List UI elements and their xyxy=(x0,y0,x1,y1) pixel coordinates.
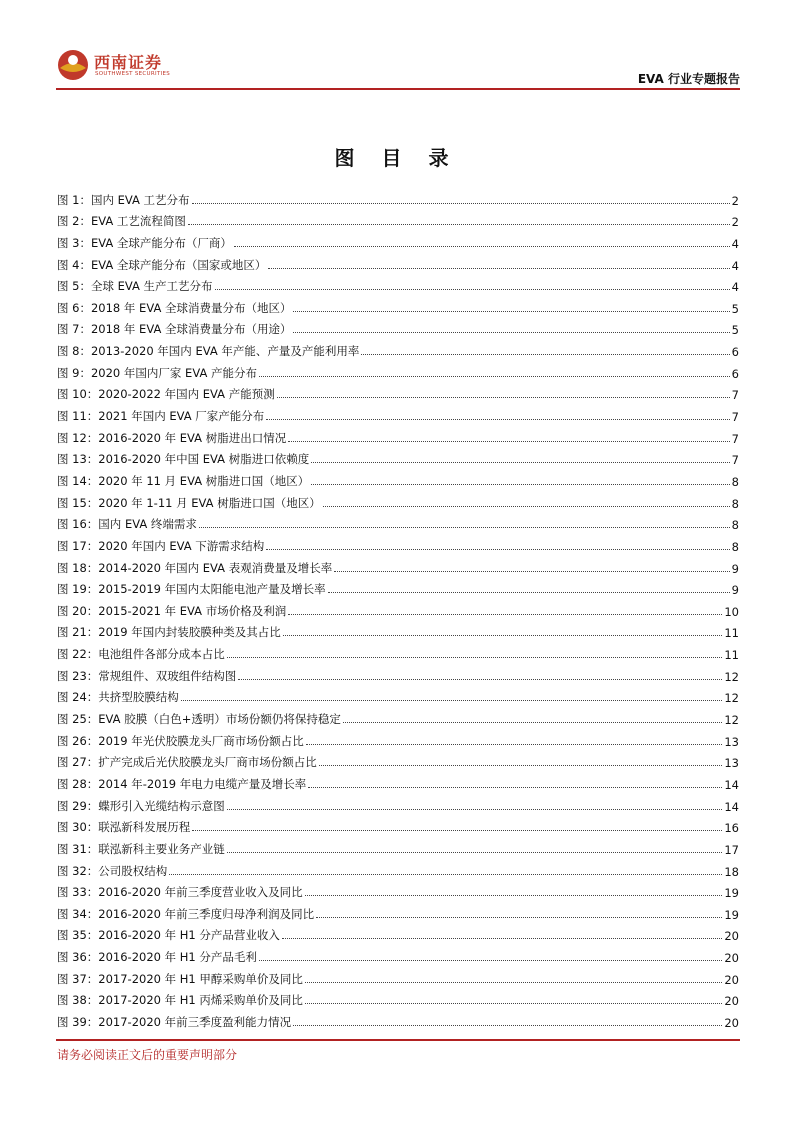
toc-entry-page: 7 xyxy=(731,453,739,468)
toc-entry[interactable] xyxy=(57,337,739,359)
toc-entry-page: 11 xyxy=(724,648,739,663)
toc-entry[interactable] xyxy=(57,814,739,836)
header-divider xyxy=(56,88,740,90)
toc-entry-page: 20 xyxy=(724,929,739,944)
toc-entry-label: 图 12：2016-2020 年 EVA 树脂进出口情况 xyxy=(57,430,287,445)
toc-entry-label: 图 21：2019 年国内封装胶膜种类及其占比 xyxy=(57,625,281,640)
toc-entry-label: 图 36：2016-2020 年 H1 分产品毛利 xyxy=(57,950,257,965)
toc-entry-page: 17 xyxy=(724,842,739,857)
toc-entry-page: 7 xyxy=(731,410,739,425)
toc-dot-leader xyxy=(188,224,730,225)
toc-entry[interactable] xyxy=(57,208,739,230)
toc-dot-leader xyxy=(192,830,722,831)
toc-entry-label: 图 3：EVA 全球产能分布（厂商） xyxy=(57,235,232,250)
toc-dot-leader xyxy=(311,484,729,485)
figure-toc-list xyxy=(57,186,739,1030)
toc-entry[interactable] xyxy=(57,554,739,576)
toc-entry[interactable] xyxy=(57,446,739,468)
toc-entry-page: 5 xyxy=(731,323,739,338)
toc-entry-label: 图 20：2015-2021 年 EVA 市场价格及利润 xyxy=(57,603,287,618)
toc-dot-leader xyxy=(288,441,729,442)
toc-entry-page: 20 xyxy=(724,972,739,987)
toc-entry-label: 图 38：2017-2020 年 H1 丙烯采购单价及同比 xyxy=(57,993,303,1008)
toc-entry[interactable] xyxy=(57,749,739,771)
toc-entry-page: 11 xyxy=(724,626,739,641)
toc-entry-label: 图 19：2015-2019 年国内太阳能电池产量及增长率 xyxy=(57,582,326,597)
toc-dot-leader xyxy=(181,700,723,701)
toc-entry-page: 2 xyxy=(731,193,739,208)
toc-entry-label: 图 6：2018 年 EVA 全球消费量分布（地区） xyxy=(57,300,292,315)
toc-entry-label: 图 29：蝶形引入光缆结构示意图 xyxy=(57,798,225,813)
toc-entry[interactable] xyxy=(57,792,739,814)
toc-entry-label: 图 39：2017-2020 年前三季度盈利能力情况 xyxy=(57,1014,292,1029)
toc-entry-page: 6 xyxy=(731,366,739,381)
toc-entry-label: 图 13：2016-2020 年中国 EVA 树脂进口依赖度 xyxy=(57,452,310,467)
toc-entry-label: 图 1：国内 EVA 工艺分布 xyxy=(57,192,190,207)
toc-dot-leader xyxy=(305,1003,722,1004)
toc-dot-leader xyxy=(311,462,729,463)
toc-entry-page: 13 xyxy=(724,734,739,749)
toc-dot-leader xyxy=(266,419,729,420)
toc-entry[interactable] xyxy=(57,402,739,424)
toc-entry[interactable] xyxy=(57,705,739,727)
toc-entry-label: 图 9：2020 年国内厂家 EVA 产能分布 xyxy=(57,365,257,380)
toc-dot-leader xyxy=(343,722,723,723)
toc-entry[interactable] xyxy=(57,424,739,446)
toc-dot-leader xyxy=(293,1025,722,1026)
toc-dot-leader xyxy=(266,549,729,550)
toc-entry-page: 16 xyxy=(724,821,739,836)
toc-entry-page: 13 xyxy=(724,756,739,771)
toc-dot-leader xyxy=(316,917,722,918)
toc-dot-leader xyxy=(283,635,723,636)
toc-entry[interactable] xyxy=(57,662,739,684)
toc-dot-leader xyxy=(227,657,723,658)
toc-entry-label: 图 8：2013-2020 年国内 EVA 年产能、产量及产能利用率 xyxy=(57,344,360,359)
toc-entry-page: 8 xyxy=(731,496,739,511)
toc-entry-label: 图 37：2017-2020 年 H1 甲醇采购单价及同比 xyxy=(57,971,303,986)
toc-entry-page: 19 xyxy=(724,907,739,922)
toc-entry-page: 12 xyxy=(724,669,739,684)
toc-entry-page: 19 xyxy=(724,886,739,901)
toc-entry-page: 7 xyxy=(731,388,739,403)
toc-entry-label: 图 27：扩产完成后光伏胶膜龙头厂商市场份额占比 xyxy=(57,755,317,770)
toc-entry-page: 4 xyxy=(731,258,739,273)
toc-entry[interactable] xyxy=(57,727,739,749)
toc-dot-leader xyxy=(323,506,730,507)
page-header xyxy=(56,44,740,90)
logo-text: 西南证券 xyxy=(94,53,163,72)
toc-entry[interactable] xyxy=(57,273,739,295)
toc-entry[interactable] xyxy=(57,467,739,489)
toc-entry-page: 12 xyxy=(724,691,739,706)
toc-entry-label: 图 7：2018 年 EVA 全球消费量分布（用途） xyxy=(57,322,292,337)
toc-dot-leader xyxy=(169,874,722,875)
toc-entry-label: 图 17：2020 年国内 EVA 下游需求结构 xyxy=(57,538,265,553)
toc-entry[interactable] xyxy=(57,922,739,944)
toc-entry[interactable] xyxy=(57,359,739,381)
toc-entry[interactable] xyxy=(57,835,739,857)
toc-entry-label: 图 10：2020-2022 年国内 EVA 产能预测 xyxy=(57,387,275,402)
toc-entry[interactable] xyxy=(57,489,739,511)
page-title: 图 目 录 xyxy=(334,146,459,170)
toc-entry-page: 8 xyxy=(731,474,739,489)
toc-entry[interactable] xyxy=(57,1008,739,1030)
toc-entry-label: 图 33：2016-2020 年前三季度营业收入及同比 xyxy=(57,885,303,900)
toc-entry-label: 图 28：2014 年-2019 年电力电缆产量及增长率 xyxy=(57,776,307,791)
toc-dot-leader xyxy=(259,960,722,961)
toc-entry-label: 图 18：2014-2020 年国内 EVA 表观消费量及增长率 xyxy=(57,560,333,575)
toc-entry-page: 6 xyxy=(731,345,739,360)
toc-entry[interactable] xyxy=(57,316,739,338)
report-title: EVA 行业专题报告 xyxy=(637,72,740,86)
toc-entry-page: 10 xyxy=(724,604,739,619)
toc-entry-label: 图 31：联泓新科主要业务产业链 xyxy=(57,841,225,856)
toc-dot-leader xyxy=(192,203,730,204)
toc-dot-leader xyxy=(306,744,723,745)
toc-dot-leader xyxy=(282,938,722,939)
toc-dot-leader xyxy=(199,527,730,528)
toc-entry-label: 图 23：常规组件、双玻组件结构图 xyxy=(57,668,237,683)
toc-entry[interactable] xyxy=(57,857,739,879)
footer-divider xyxy=(56,1039,740,1041)
toc-entry[interactable] xyxy=(57,251,739,273)
toc-entry-label: 图 4：EVA 全球产能分布（国家或地区） xyxy=(57,257,267,272)
toc-entry[interactable] xyxy=(57,640,739,662)
toc-entry-page: 9 xyxy=(731,583,739,598)
toc-entry-label: 图 11：2021 年国内 EVA 厂家产能分布 xyxy=(57,409,265,424)
toc-entry-page: 20 xyxy=(724,994,739,1009)
toc-entry-label: 图 34：2016-2020 年前三季度归母净利润及同比 xyxy=(57,906,315,921)
toc-dot-leader xyxy=(234,246,730,247)
toc-dot-leader xyxy=(215,289,730,290)
toc-dot-leader xyxy=(305,895,723,896)
toc-dot-leader xyxy=(334,571,729,572)
toc-dot-leader xyxy=(227,852,723,853)
toc-entry-page: 7 xyxy=(731,431,739,446)
footer-notice: 请务必阅读正文后的重要声明部分 xyxy=(57,1048,238,1062)
toc-entry-label: 图 30：联泓新科发展历程 xyxy=(57,820,191,835)
toc-entry-page: 8 xyxy=(731,518,739,533)
toc-entry-label: 图 26：2019 年光伏胶膜龙头厂商市场份额占比 xyxy=(57,733,304,748)
toc-entry[interactable] xyxy=(57,943,739,965)
toc-entry[interactable] xyxy=(57,619,739,641)
logo-mark-icon xyxy=(56,48,90,82)
toc-entry-page: 8 xyxy=(731,539,739,554)
toc-entry-page: 9 xyxy=(731,561,739,576)
toc-entry-page: 20 xyxy=(724,1015,739,1030)
toc-entry-page: 14 xyxy=(724,799,739,814)
toc-entry[interactable] xyxy=(57,532,739,554)
toc-entry-label: 图 16：国内 EVA 终端需求 xyxy=(57,517,197,532)
toc-entry-page: 14 xyxy=(724,777,739,792)
toc-entry[interactable] xyxy=(57,879,739,901)
toc-entry-label: 图 24：共挤型胶膜结构 xyxy=(57,690,179,705)
toc-entry[interactable] xyxy=(57,597,739,619)
toc-entry-page: 2 xyxy=(731,215,739,230)
toc-dot-leader xyxy=(277,397,730,398)
toc-dot-leader xyxy=(238,679,722,680)
toc-entry-page: 12 xyxy=(724,713,739,728)
toc-entry[interactable] xyxy=(57,294,739,316)
toc-entry[interactable] xyxy=(57,684,739,706)
toc-dot-leader xyxy=(308,787,722,788)
toc-entry-label: 图 22：电池组件各部分成本占比 xyxy=(57,647,225,662)
toc-dot-leader xyxy=(259,376,730,377)
toc-dot-leader xyxy=(293,332,729,333)
toc-entry[interactable] xyxy=(57,576,739,598)
toc-entry-label: 图 25：EVA 胶膜（白色+透明）市场份额仍将保持稳定 xyxy=(57,712,341,727)
toc-dot-leader xyxy=(305,982,722,983)
toc-entry[interactable] xyxy=(57,229,739,251)
toc-entry-label: 图 14：2020 年 11 月 EVA 树脂进口国（地区） xyxy=(57,473,310,488)
toc-entry-page: 18 xyxy=(724,864,739,879)
toc-entry[interactable] xyxy=(57,987,739,1009)
logo-subtext: SOUTHWEST SECURITIES xyxy=(95,71,171,77)
toc-dot-leader xyxy=(268,268,729,269)
toc-entry[interactable] xyxy=(57,511,739,533)
toc-entry-page: 4 xyxy=(731,236,739,251)
toc-entry[interactable] xyxy=(57,770,739,792)
toc-dot-leader xyxy=(288,614,722,615)
toc-entry-label: 图 2：EVA 工艺流程简图 xyxy=(57,214,186,229)
toc-entry[interactable] xyxy=(57,381,739,403)
toc-entry-label: 图 32：公司股权结构 xyxy=(57,863,168,878)
toc-dot-leader xyxy=(319,765,723,766)
toc-entry-label: 图 5：全球 EVA 生产工艺分布 xyxy=(57,279,213,294)
toc-entry[interactable] xyxy=(57,900,739,922)
toc-entry-label: 图 35：2016-2020 年 H1 分产品营业收入 xyxy=(57,928,280,943)
toc-entry-page: 20 xyxy=(724,951,739,966)
toc-entry-page: 5 xyxy=(731,301,739,316)
toc-entry[interactable] xyxy=(57,965,739,987)
toc-entry[interactable] xyxy=(57,186,739,208)
toc-dot-leader xyxy=(328,592,730,593)
toc-dot-leader xyxy=(361,354,729,355)
toc-entry-page: 4 xyxy=(731,280,739,295)
toc-dot-leader xyxy=(293,311,729,312)
toc-entry-label: 图 15：2020 年 1-11 月 EVA 树脂进口国（地区） xyxy=(57,495,321,510)
toc-dot-leader xyxy=(227,809,723,810)
